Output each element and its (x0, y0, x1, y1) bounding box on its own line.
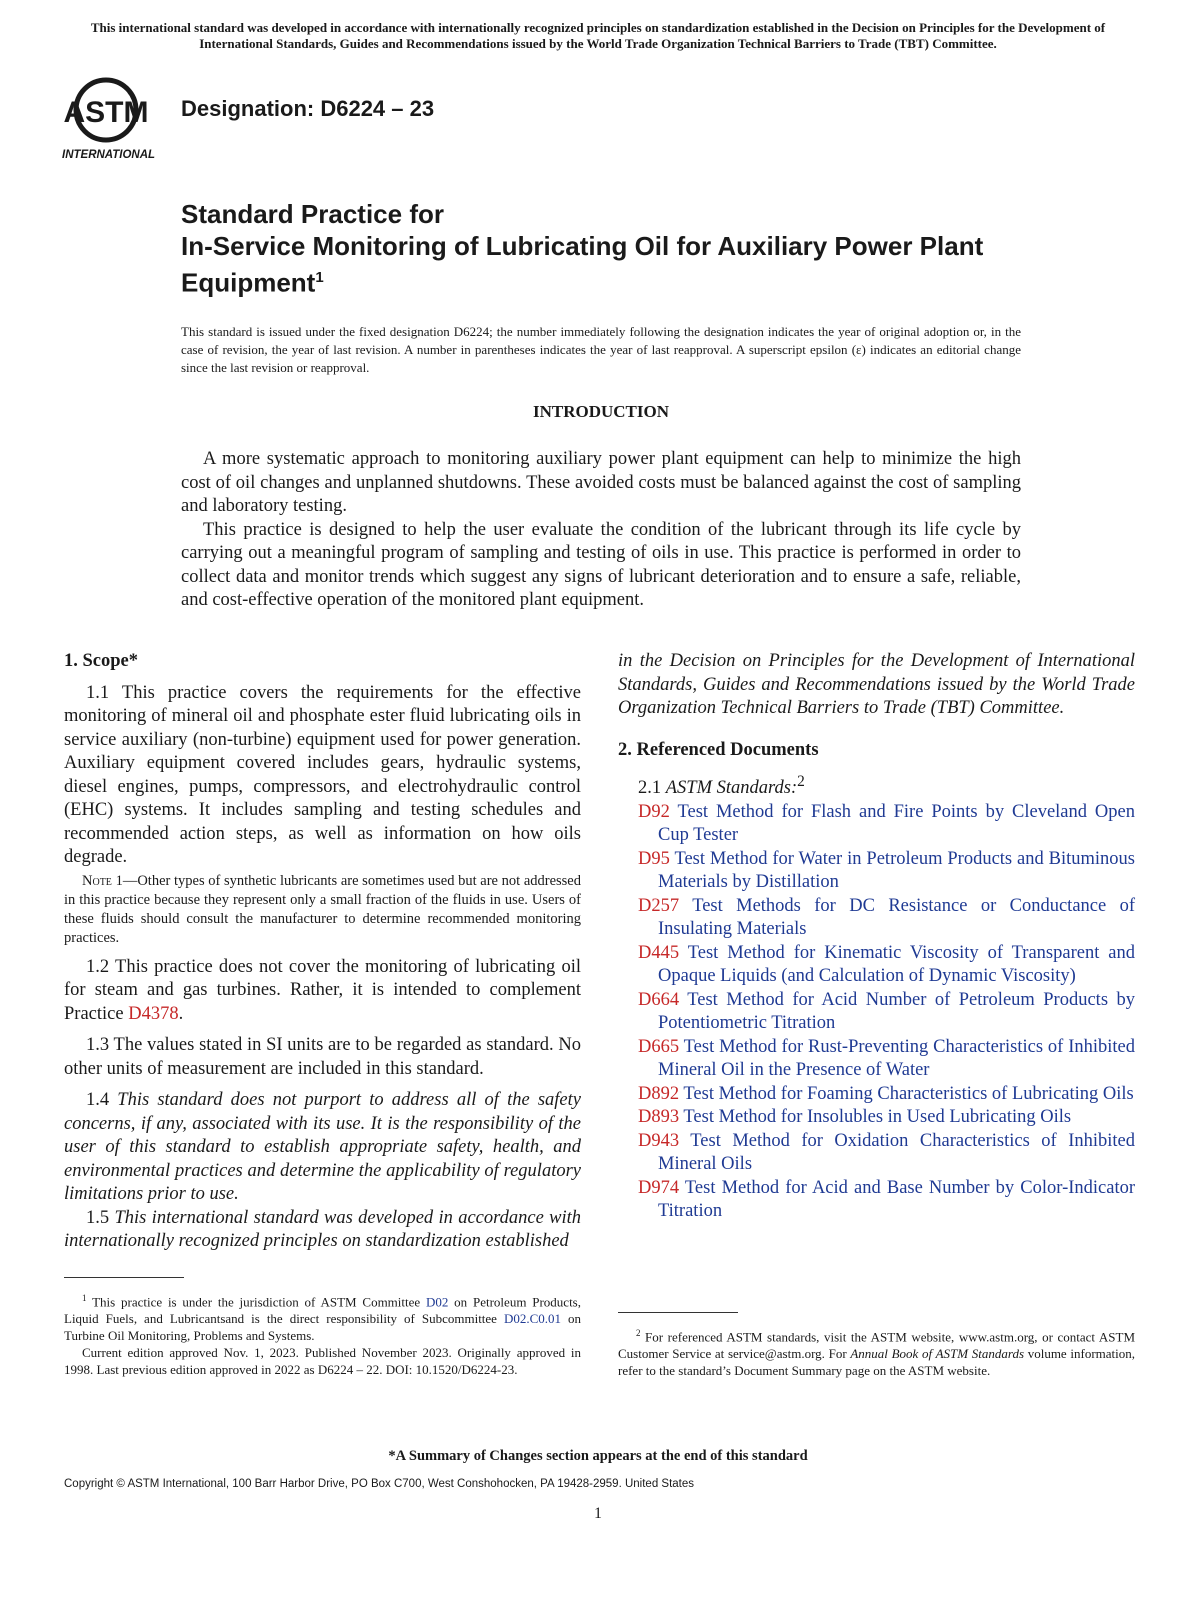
section-1-1: 1.1 This practice covers the requirements for the effective monitoring of mineral oil and phosphate ester fluid lubricating oils in service auxiliary (non-turbine) equipment used for power generation. Auxiliary equipment covered includes gears, hydraulic systems, diesel engines, pumps, compressors, and electrohydraulic control (EHC) systems. It includes sampling and testing schedules and recommended action steps, as well as information on how oils degrade. (64, 682, 581, 867)
title-line2: In-Service Monitoring of Lubricating Oil for Auxiliary Power Plant Equipment$^1$ (181, 231, 984, 298)
referenced-documents-list (618, 801, 1135, 1224)
title-footnote-mark: 1 (315, 269, 324, 286)
footnote-rule (64, 1277, 184, 1278)
page-number: 1 (594, 1505, 602, 1522)
footnote-1-block (64, 1277, 581, 1378)
reference-code-link[interactable]: D665 (638, 1036, 680, 1057)
reference-title[interactable]: Test Method for Insolubles in Used Lubricating Oils (683, 1107, 1072, 1128)
link-d4378[interactable]: D4378 (128, 1003, 179, 1024)
document-title (181, 198, 1081, 299)
section-2-1: 2.1 ASTM Standards:$^2$ (638, 773, 805, 799)
astm-logo (62, 72, 170, 168)
left-column (64, 650, 581, 1254)
summary-of-changes-note: *A Summary of Changes section appears at the end of this standard (388, 1448, 808, 1464)
designation: Designation: D6224 – 23 (181, 96, 435, 121)
logo-text: ASTM (63, 96, 149, 129)
link-d02-c0-01[interactable]: D02.C0.01 (503, 1311, 562, 1327)
reference-code-link[interactable]: D974 (638, 1177, 680, 1198)
reference-code-link[interactable]: D893 (638, 1107, 680, 1128)
introduction-heading: INTRODUCTION (532, 402, 670, 421)
reference-title[interactable]: Test Method for Water in Petroleum Products and Bituminous Materials by Distillation (658, 848, 1135, 893)
reference-item[interactable] (618, 1036, 1135, 1083)
reference-item[interactable] (618, 895, 1135, 942)
wto-notice: This international standard was developed in accordance with internationally recognized principles on standardization established in the Decision on Principles for the Development of International Standards, Guides and Recommendations issued by the World Trade Organization Technical Barriers to Trade (TBT) Committee. (90, 20, 1106, 51)
footnote-2-block (618, 1312, 1135, 1379)
reference-code-link[interactable]: D943 (638, 1130, 680, 1151)
note-1-text: —Other types of synthetic lubricants are sometimes used but are not addressed in this practice because they represent only a small fraction of the fluids in use. Users of these fluids should consult the manufacturer to determine recommended monitoring practices. (64, 872, 581, 946)
intro-paragraph-1: A more systematic approach to monitoring auxiliary power plant equipment can help to minimize the high cost of oil changes and unplanned shutdowns. These avoided costs must be balanced against the cost of sampling and laboratory testing. (181, 449, 1021, 516)
footnote-1-edition: Current edition approved Nov. 1, 2023. Published November 2023. Originally approved in 1998. Last previous edition approved in 2022 as D6224 – 22. DOI: 10.1520/D6224-23. (64, 1345, 581, 1378)
reference-code-link[interactable]: D92 (638, 801, 670, 822)
reference-item[interactable] (618, 1130, 1135, 1177)
note-1-label: Note 1 (82, 872, 123, 889)
footnote-2: $^2$ For referenced ASTM standards, visit the ASTM website, www.astm.org, or contact ASTM Customer Service at service@astm.org. For Annual Book of ASTM Standards volume information, refer to the standard’s Document Summary page on the ASTM website. (618, 1328, 1136, 1379)
footnote-rule (618, 1312, 738, 1313)
copyright: Copyright © ASTM International, 100 Barr Harbor Drive, PO Box C700, West Conshohocken, PA 19428-2959. United States (64, 1478, 695, 1490)
reference-code-link[interactable]: D95 (638, 848, 670, 869)
reference-item[interactable] (618, 801, 1135, 848)
reference-title[interactable]: Test Method for Oxidation Characteristics of Inhibited Mineral Oils (658, 1130, 1135, 1175)
reference-item[interactable] (618, 989, 1135, 1036)
logo-subtext: INTERNATIONAL (62, 149, 156, 161)
reference-code-link[interactable]: D445 (638, 942, 680, 963)
reference-code-link[interactable]: D892 (638, 1083, 680, 1104)
reference-title[interactable]: Test Method for Acid Number of Petroleum Products by Potentiometric Titration (658, 989, 1135, 1034)
section-1-2: 1.2 This practice does not cover the monitoring of lubricating oil for steam and gas turbines. Rather, it is intended to complement Practice D4378. (64, 956, 581, 1024)
reference-item[interactable] (618, 1106, 1135, 1130)
referenced-documents-heading: 2. Referenced Documents (618, 739, 819, 760)
section-1-4: 1.4 This standard does not purport to address all of the safety concerns, if any, associated with its use. It is the responsibility of the user of this standard to establish appropriate safety, health, and environmental practices and determine the applicability of regulatory limitations prior to use. (64, 1090, 581, 1204)
introduction-body (181, 448, 1021, 613)
title-line1: Standard Practice for (181, 199, 444, 229)
reference-title[interactable]: Test Method for Acid and Base Number by Color-Indicator Titration (658, 1177, 1135, 1222)
reference-title[interactable]: Test Method for Rust-Preventing Characteristics of Inhibited Mineral Oil in the Presence of Water (658, 1036, 1135, 1081)
section-1-5-continued: in the Decision on Principles for the Development of International Standards, Guides and Recommendations issued by the World Trade Organization Technical Barriers to Trade (TBT) Committee. (618, 651, 1135, 718)
reference-title[interactable]: Test Method for Flash and Fire Points by Cleveland Open Cup Tester (658, 801, 1136, 846)
right-column (618, 650, 1135, 1224)
reference-title[interactable]: Test Method for Kinematic Viscosity of Transparent and Opaque Liquids (and Calculation of Dynamic Viscosity) (658, 942, 1135, 987)
reference-item[interactable] (618, 1083, 1135, 1107)
reference-code-link[interactable]: D257 (638, 895, 680, 916)
reference-item[interactable] (618, 942, 1135, 989)
link-d02[interactable]: D02 (425, 1294, 449, 1310)
reference-item[interactable] (618, 848, 1135, 895)
reference-item[interactable] (618, 1177, 1135, 1224)
reference-title[interactable]: Test Method for Foaming Characteristics of Lubricating Oils (683, 1083, 1134, 1104)
scope-heading: 1. Scope* (64, 651, 138, 671)
footnote-1: $^1$ This practice is under the jurisdiction of ASTM Committee D02 on Petroleum Products, Liquid Fuels, and Lubricantsand is the direct responsibility of Subcommittee D02.C0.01 on Turbine Oil Monitoring, Problems and Systems. Current edition approved Nov. 1, 2023. Published November 2023. Originally approved in 1998. Last previous edition approved in 2022 as D6224 – 22. DOI: 10.1520/D6224-23. (64, 1293, 582, 1378)
intro-paragraph-2: This practice is designed to help the user evaluate the condition of the lubricant through its life cycle by carrying out a meaningful program of sampling and testing of oils in use. This practice is performed in order to collect data and monitor trends which suggest any signs of lubricant deterioration and to ensure a safe, reliable, and cost-effective operation of the monitored plant equipment. (181, 519, 1021, 610)
section-1-3: 1.3 The values stated in SI units are to be regarded as standard. No other units of measurement are included in this standard. (64, 1035, 581, 1079)
reference-code-link[interactable]: D664 (638, 989, 680, 1010)
reference-title[interactable]: Test Methods for DC Resistance or Conductance of Insulating Materials (658, 895, 1135, 940)
note-1 (64, 872, 581, 948)
issued-note: This standard is issued under the fixed designation D6224; the number immediately following the designation indicates the year of original adoption or, in the case of revision, the year of last revision. A number in parentheses indicates the year of last reapproval. A superscript epsilon (ε) indicates an editorial change since the last revision or reapproval. (181, 324, 1021, 375)
section-1-5: 1.5 This international standard was developed in accordance with internationally recognized principles on standardization established (64, 1207, 582, 1251)
